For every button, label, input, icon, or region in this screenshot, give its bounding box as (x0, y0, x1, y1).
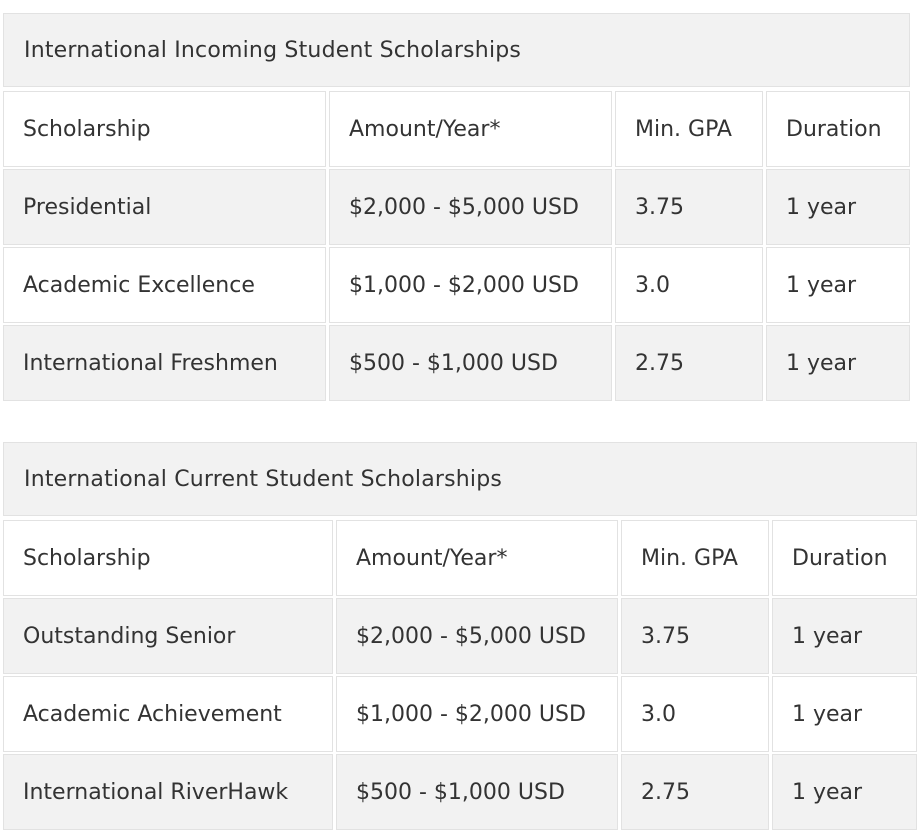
cell-scholarship: Presidential (3, 169, 326, 245)
cell-duration: 1 year (766, 325, 910, 401)
cell-min-gpa: 2.75 (615, 325, 763, 401)
cell-scholarship: International RiverHawk (3, 754, 333, 830)
header-min-gpa: Min. GPA (621, 520, 769, 596)
cell-min-gpa: 3.0 (615, 247, 763, 323)
header-duration: Duration (766, 91, 910, 167)
cell-min-gpa: 3.0 (621, 676, 769, 752)
header-min-gpa: Min. GPA (615, 91, 763, 167)
cell-scholarship: Academic Achievement (3, 676, 333, 752)
cell-amount: $2,000 - $5,000 USD (329, 169, 612, 245)
cell-amount: $1,000 - $2,000 USD (336, 676, 618, 752)
cell-amount: $500 - $1,000 USD (329, 325, 612, 401)
cell-amount: $2,000 - $5,000 USD (336, 598, 618, 674)
header-duration: Duration (772, 520, 917, 596)
cell-duration: 1 year (766, 169, 910, 245)
header-scholarship: Scholarship (3, 91, 326, 167)
table-caption: International Incoming Student Scholarships (3, 13, 910, 87)
cell-scholarship: Academic Excellence (3, 247, 326, 323)
cell-amount: $1,000 - $2,000 USD (329, 247, 612, 323)
cell-amount: $500 - $1,000 USD (336, 754, 618, 830)
table-caption: International Current Student Scholarships (3, 442, 917, 516)
cell-scholarship: Outstanding Senior (3, 598, 333, 674)
header-amount: Amount/Year* (329, 91, 612, 167)
cell-min-gpa: 3.75 (615, 169, 763, 245)
cell-duration: 1 year (772, 598, 917, 674)
cell-duration: 1 year (766, 247, 910, 323)
cell-min-gpa: 2.75 (621, 754, 769, 830)
header-scholarship: Scholarship (3, 520, 333, 596)
cell-duration: 1 year (772, 754, 917, 830)
cell-duration: 1 year (772, 676, 917, 752)
cell-min-gpa: 3.75 (621, 598, 769, 674)
cell-scholarship: International Freshmen (3, 325, 326, 401)
header-amount: Amount/Year* (336, 520, 618, 596)
